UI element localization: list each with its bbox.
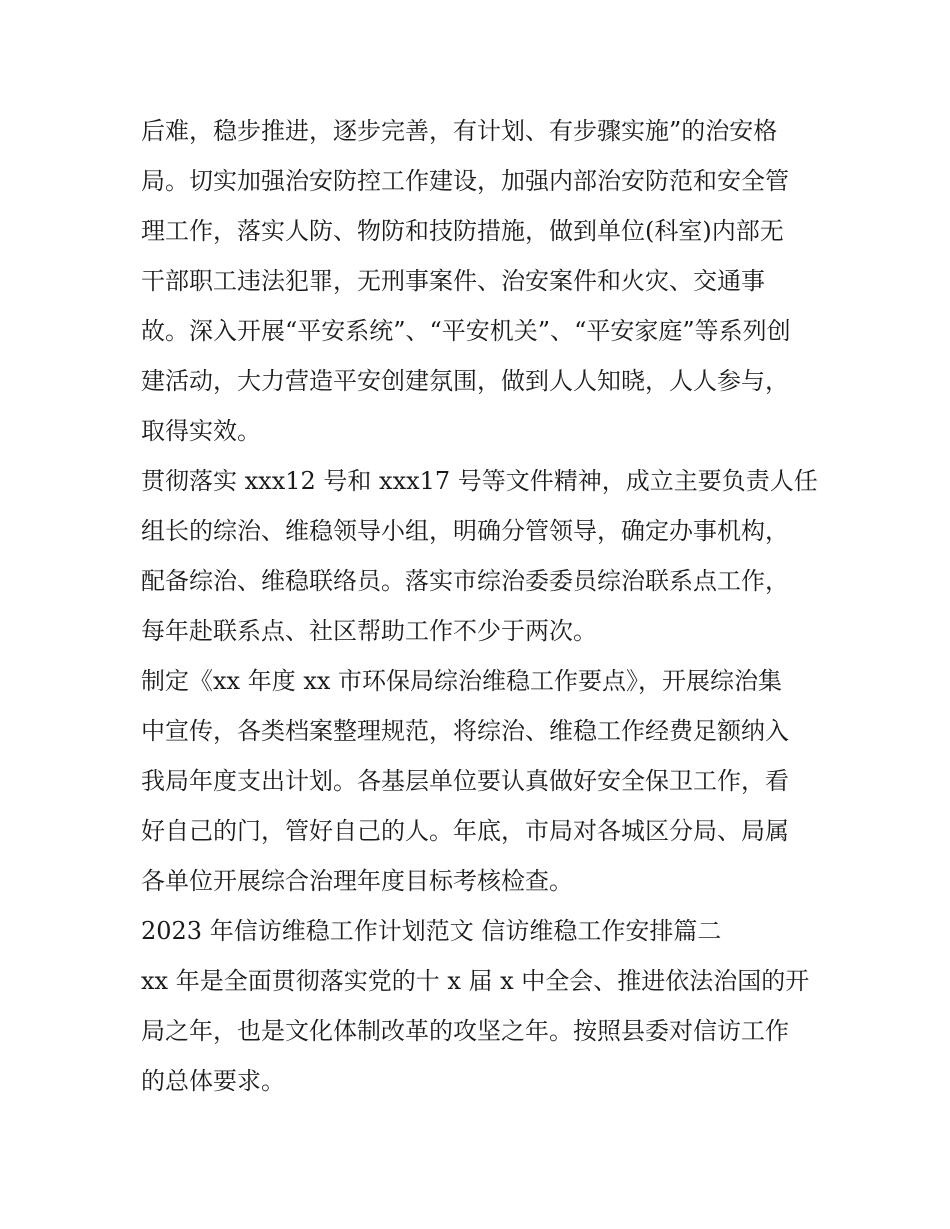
paragraph-leadership-group xyxy=(141,456,821,656)
text-line: 干部职工违法犯罪，无刑事案件、治安案件和火灾、交通事 xyxy=(141,267,765,295)
text-line: 各单位开展综合治理年度目标考核检查。 xyxy=(141,867,573,895)
text-line: 中宣传，各类档案整理规范，将综治、维稳工作经费足额纳入 xyxy=(141,717,789,745)
text-line: xx 年是全面贯彻落实党的十 x 届 x 中全会、推进依法治国的开 xyxy=(141,967,810,995)
section-title: 2023 年信访维稳工作计划范文 信访维稳工作安排篇二 xyxy=(141,917,722,945)
text-line: 贯彻落实 xxx12 号和 xxx17 号等文件精神，成立主要负责人任 xyxy=(141,467,818,495)
text-line: 制定《xx 年度 xx 市环保局综治维稳工作要点》，开展综治集 xyxy=(141,667,783,695)
text-line: 取得实效。 xyxy=(141,417,261,445)
text-line: 局之年，也是文化体制改革的攻坚之年。按照县委对信访工作 xyxy=(141,1017,789,1045)
text-line: 好自己的门，管好自己的人。年底，市局对各城区分局、局属 xyxy=(141,817,789,845)
text-line: 后难，稳步推进，逐步完善，有计划、有步骤实施”的治安格 xyxy=(141,117,778,145)
paragraph-work-plan xyxy=(141,656,821,906)
text-line: 故。深入开展“平安系统”、“平安机关”、“平安家庭”等系列创 xyxy=(141,317,791,345)
text-line: 我局年度支出计划。各基层单位要认真做好安全保卫工作，看 xyxy=(141,767,789,795)
text-line: 配备综治、维稳联络员。落实市综治委委员综治联系点工作， xyxy=(141,567,789,595)
text-line: 的总体要求。 xyxy=(141,1067,285,1095)
document-body xyxy=(141,106,821,1106)
text-line: 建活动，大力营造平安创建氛围，做到人人知晓，人人参与， xyxy=(141,367,789,395)
text-line: 局。切实加强治安防控工作建设，加强内部治安防范和安全管 xyxy=(141,167,789,195)
text-line: 理工作，落实人防、物防和技防措施，做到单位(科室)内部无 xyxy=(141,217,784,245)
text-line: 每年赴联系点、社区帮助工作不少于两次。 xyxy=(141,617,597,645)
section-heading xyxy=(141,906,821,956)
paragraph-security-pattern xyxy=(141,106,821,456)
paragraph-intro-year xyxy=(141,956,821,1106)
text-line: 组长的综治、维稳领导小组，明确分管领导，确定办事机构， xyxy=(141,517,789,545)
